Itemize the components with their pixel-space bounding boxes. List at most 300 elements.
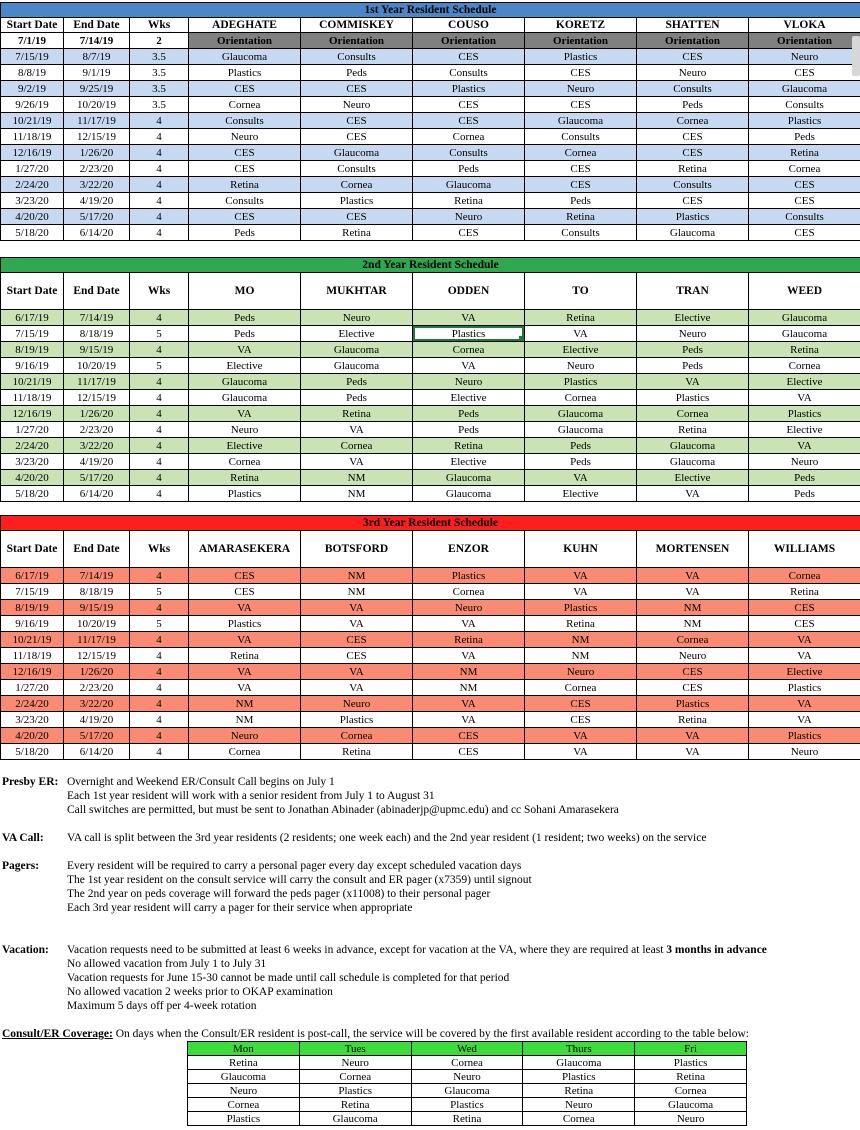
table-cell[interactable]: Peds [749, 486, 860, 502]
coverage-cell[interactable]: Retina [523, 1084, 635, 1098]
table-cell[interactable]: 1/27/20 [1, 422, 64, 438]
column-header[interactable]: ODDEN [413, 273, 525, 310]
table-cell[interactable]: NM [189, 696, 301, 712]
table-cell[interactable]: 7/14/19 [64, 310, 130, 326]
table-cell[interactable]: Retina [301, 225, 413, 241]
table-cell[interactable]: Neuro [413, 600, 525, 616]
table-cell[interactable]: Plastics [413, 81, 525, 97]
table-cell[interactable]: CES [413, 97, 525, 113]
table-cell[interactable]: Glaucoma [189, 374, 301, 390]
table-cell[interactable]: Glaucoma [749, 81, 860, 97]
table-cell[interactable]: CES [749, 616, 860, 632]
table-cell[interactable]: Peds [637, 97, 749, 113]
table-cell[interactable]: Retina [525, 616, 637, 632]
table-cell[interactable]: VA [189, 406, 301, 422]
table-cell[interactable]: Consults [525, 225, 637, 241]
table-cell[interactable]: CES [749, 225, 860, 241]
column-header[interactable]: TRAN [637, 273, 749, 310]
table-cell[interactable]: Neuro [749, 49, 860, 65]
table-cell[interactable]: 4 [130, 209, 189, 225]
table-cell[interactable]: 7/1/19 [1, 33, 64, 49]
table-cell[interactable]: CES [301, 632, 413, 648]
table-cell[interactable]: Peds [413, 422, 525, 438]
table-cell[interactable]: Glaucoma [525, 113, 637, 129]
table-cell[interactable]: Elective [301, 326, 413, 342]
table-cell[interactable]: Elective [749, 374, 860, 390]
table-cell[interactable]: VA [749, 696, 860, 712]
column-header[interactable]: WILLIAMS [749, 531, 860, 568]
table-cell[interactable]: 3.5 [130, 81, 189, 97]
table-cell[interactable]: 3/22/20 [64, 696, 130, 712]
coverage-cell[interactable]: Plastics [523, 1070, 635, 1084]
table-cell[interactable]: Elective [413, 454, 525, 470]
column-header[interactable]: Start Date [1, 273, 64, 310]
table-cell[interactable]: Cornea [637, 632, 749, 648]
table-cell[interactable]: 4 [130, 422, 189, 438]
table-cell[interactable]: 5/18/20 [1, 225, 64, 241]
table-cell[interactable]: VA [301, 664, 413, 680]
table-cell[interactable]: 10/20/19 [64, 616, 130, 632]
column-header[interactable]: BOTSFORD [301, 531, 413, 568]
table-cell[interactable]: Plastics [749, 113, 860, 129]
table-cell[interactable]: Peds [637, 342, 749, 358]
table-cell[interactable]: 9/15/19 [64, 342, 130, 358]
table-cell[interactable]: CES [749, 193, 860, 209]
table-cell[interactable]: Glaucoma [749, 326, 860, 342]
table-cell[interactable]: 5/17/20 [64, 209, 130, 225]
table-cell[interactable]: CES [525, 97, 637, 113]
table-cell[interactable]: Orientation [301, 33, 413, 49]
table-cell[interactable]: Plastics [637, 390, 749, 406]
table-cell[interactable]: CES [189, 584, 301, 600]
table-cell[interactable]: VA [301, 616, 413, 632]
table-cell[interactable]: Consults [749, 97, 860, 113]
table-cell[interactable]: VA [637, 584, 749, 600]
table-cell[interactable]: 4/20/20 [1, 728, 64, 744]
table-cell[interactable]: Neuro [413, 209, 525, 225]
table-cell[interactable]: CES [525, 696, 637, 712]
table-cell[interactable]: 12/16/19 [1, 145, 64, 161]
table-cell[interactable]: 4 [130, 568, 189, 584]
table-cell[interactable]: CES [637, 49, 749, 65]
table-cell[interactable]: Peds [301, 390, 413, 406]
coverage-cell[interactable]: Retina [411, 1112, 523, 1126]
table-cell[interactable]: VA [637, 744, 749, 760]
table-cell[interactable]: Neuro [525, 358, 637, 374]
table-cell[interactable]: 1/27/20 [1, 161, 64, 177]
table-cell[interactable]: 1/27/20 [1, 680, 64, 696]
table-cell[interactable]: Retina [749, 584, 860, 600]
table-cell[interactable]: VA [525, 326, 637, 342]
table-cell[interactable]: VA [637, 568, 749, 584]
coverage-cell[interactable]: Cornea [188, 1098, 300, 1112]
coverage-cell[interactable]: Glaucoma [188, 1070, 300, 1084]
table-cell[interactable]: 9/25/19 [64, 81, 130, 97]
table-cell[interactable]: Retina [189, 177, 301, 193]
table-cell[interactable]: Cornea [189, 97, 301, 113]
table-cell[interactable]: 10/20/19 [64, 97, 130, 113]
table-cell[interactable]: 7/15/19 [1, 326, 64, 342]
table-cell[interactable]: Neuro [637, 326, 749, 342]
table-cell[interactable]: 4 [130, 632, 189, 648]
table-cell[interactable]: 3/23/20 [1, 193, 64, 209]
table-cell[interactable]: Glaucoma [749, 310, 860, 326]
table-cell[interactable]: 4 [130, 374, 189, 390]
table-cell[interactable]: VA [525, 470, 637, 486]
table-cell[interactable]: Retina [301, 744, 413, 760]
fill-handle[interactable] [519, 336, 525, 342]
table-cell[interactable]: Plastics [749, 680, 860, 696]
table-cell[interactable]: 4 [130, 744, 189, 760]
table-cell[interactable]: VA [525, 568, 637, 584]
table-cell[interactable]: 4/19/20 [64, 454, 130, 470]
table-cell[interactable]: Glaucoma [413, 177, 525, 193]
table-cell[interactable]: VA [189, 664, 301, 680]
table-cell[interactable]: Peds [301, 65, 413, 81]
table-cell[interactable]: Consults [189, 193, 301, 209]
table-cell[interactable]: CES [525, 161, 637, 177]
table-cell[interactable]: Peds [749, 470, 860, 486]
table-cell[interactable]: NM [637, 600, 749, 616]
table-cell[interactable]: CES [749, 65, 860, 81]
coverage-day-header[interactable]: Thurs [523, 1042, 635, 1056]
table-cell[interactable]: 11/18/19 [1, 648, 64, 664]
table-cell[interactable]: Elective [189, 358, 301, 374]
table-cell[interactable]: Plastics [637, 209, 749, 225]
coverage-cell[interactable]: Neuro [188, 1084, 300, 1098]
table-cell[interactable]: Retina [637, 161, 749, 177]
table-cell[interactable]: CES [413, 225, 525, 241]
table-cell[interactable]: Orientation [637, 33, 749, 49]
table-cell[interactable]: 3/22/20 [64, 438, 130, 454]
table-cell[interactable]: 12/16/19 [1, 664, 64, 680]
table-cell[interactable]: Neuro [637, 65, 749, 81]
column-header[interactable]: COMMISKEY [301, 18, 413, 33]
table-cell[interactable]: Neuro [749, 744, 860, 760]
table-cell[interactable]: Consults [413, 145, 525, 161]
table-cell[interactable]: Neuro [301, 310, 413, 326]
table-cell[interactable]: Glaucoma [301, 342, 413, 358]
table-cell[interactable]: 11/18/19 [1, 129, 64, 145]
coverage-cell[interactable]: Glaucoma [299, 1112, 411, 1126]
column-header[interactable]: AMARASEKERA [189, 531, 301, 568]
table-cell[interactable]: Neuro [189, 129, 301, 145]
table-cell[interactable]: Glaucoma [637, 454, 749, 470]
table-cell[interactable]: 3.5 [130, 97, 189, 113]
column-header[interactable]: TO [525, 273, 637, 310]
table-cell[interactable]: 4 [130, 454, 189, 470]
table-cell[interactable]: Cornea [637, 113, 749, 129]
coverage-cell[interactable]: Neuro [523, 1098, 635, 1112]
table-cell[interactable]: Glaucoma [525, 422, 637, 438]
table-cell[interactable]: 5 [130, 584, 189, 600]
table-cell[interactable]: Plastics [749, 728, 860, 744]
table-cell[interactable]: 3/23/20 [1, 454, 64, 470]
coverage-cell[interactable]: Plastics [188, 1112, 300, 1126]
table-cell[interactable]: CES [189, 209, 301, 225]
table-cell[interactable]: Consults [637, 81, 749, 97]
scrollbar-handle[interactable] [852, 36, 860, 76]
table-cell[interactable]: 4 [130, 712, 189, 728]
table-cell[interactable]: 5 [130, 326, 189, 342]
table-cell[interactable]: Elective [637, 310, 749, 326]
table-cell[interactable]: Retina [749, 145, 860, 161]
table-cell[interactable]: VA [301, 600, 413, 616]
table-cell[interactable]: 6/17/19 [1, 568, 64, 584]
table-cell[interactable]: CES [301, 648, 413, 664]
coverage-cell[interactable]: Retina [635, 1070, 747, 1084]
table-cell[interactable]: Consults [189, 113, 301, 129]
table-cell[interactable]: 8/7/19 [64, 49, 130, 65]
table-cell[interactable]: Peds [189, 225, 301, 241]
table-cell[interactable]: VA [413, 648, 525, 664]
table-cell[interactable]: Cornea [525, 390, 637, 406]
table-cell[interactable]: 10/21/19 [1, 374, 64, 390]
table-cell[interactable]: VA [301, 454, 413, 470]
table-cell[interactable]: Retina [189, 648, 301, 664]
table-cell[interactable]: 2/23/20 [64, 680, 130, 696]
column-header[interactable]: KUHN [525, 531, 637, 568]
table-cell[interactable]: Consults [637, 177, 749, 193]
table-cell[interactable]: 12/15/19 [64, 648, 130, 664]
table-cell[interactable]: CES [749, 177, 860, 193]
table-cell[interactable]: VA [189, 600, 301, 616]
coverage-cell[interactable]: Cornea [523, 1112, 635, 1126]
table-cell[interactable]: Neuro [189, 422, 301, 438]
table-cell[interactable]: VA [749, 632, 860, 648]
table-cell[interactable]: VA [189, 342, 301, 358]
table-cell[interactable]: Consults [413, 65, 525, 81]
table-cell[interactable]: Plastics [525, 374, 637, 390]
table-cell[interactable]: 9/16/19 [1, 358, 64, 374]
table-cell[interactable]: 4 [130, 161, 189, 177]
table-cell[interactable]: Plastics [525, 600, 637, 616]
table-cell[interactable]: 5/17/20 [64, 728, 130, 744]
table-cell[interactable]: Glaucoma [301, 358, 413, 374]
table-cell[interactable]: CES [413, 49, 525, 65]
table-cell[interactable]: 6/17/19 [1, 310, 64, 326]
table-cell[interactable]: 3.5 [130, 65, 189, 81]
table-cell[interactable]: NM [301, 486, 413, 502]
coverage-cell[interactable]: Retina [188, 1056, 300, 1070]
table-cell[interactable]: VA [413, 616, 525, 632]
table-cell[interactable]: Plastics [637, 696, 749, 712]
table-cell[interactable]: CES [301, 129, 413, 145]
table-cell[interactable]: 8/19/19 [1, 342, 64, 358]
table-cell[interactable]: Peds [189, 310, 301, 326]
table-cell[interactable]: Glaucoma [525, 406, 637, 422]
table-cell[interactable]: 11/17/19 [64, 113, 130, 129]
table-cell[interactable]: VA [413, 696, 525, 712]
table-cell[interactable]: 5/18/20 [1, 744, 64, 760]
table-cell[interactable]: Cornea [189, 454, 301, 470]
table-cell[interactable]: CES [413, 744, 525, 760]
table-cell[interactable]: Peds [413, 406, 525, 422]
table-cell[interactable]: Orientation [189, 33, 301, 49]
table-cell[interactable]: NM [637, 616, 749, 632]
table-cell[interactable]: 4 [130, 696, 189, 712]
table-cell[interactable]: Neuro [749, 454, 860, 470]
table-cell[interactable]: 9/2/19 [1, 81, 64, 97]
table-cell[interactable]: 11/17/19 [64, 632, 130, 648]
table-cell[interactable]: CES [189, 145, 301, 161]
table-cell[interactable]: Glaucoma [637, 225, 749, 241]
table-cell[interactable]: 2 [130, 33, 189, 49]
table-cell[interactable]: Neuro [413, 374, 525, 390]
table-cell[interactable]: CES [637, 680, 749, 696]
column-header[interactable]: Wks [130, 531, 189, 568]
table-cell[interactable]: Elective [749, 664, 860, 680]
table-cell[interactable]: 3/22/20 [64, 177, 130, 193]
selected-cell[interactable]: Plastics [413, 326, 525, 342]
coverage-cell[interactable]: Plastics [411, 1098, 523, 1112]
table-cell[interactable]: 1/26/20 [64, 145, 130, 161]
column-header[interactable]: MUKHTAR [301, 273, 413, 310]
table-cell[interactable]: 4/19/20 [64, 712, 130, 728]
table-cell[interactable]: Glaucoma [301, 145, 413, 161]
table-cell[interactable]: 4 [130, 680, 189, 696]
table-cell[interactable]: Retina [637, 422, 749, 438]
table-cell[interactable]: 6/14/20 [64, 225, 130, 241]
coverage-cell[interactable]: Plastics [299, 1084, 411, 1098]
table-cell[interactable]: Retina [413, 438, 525, 454]
column-header[interactable]: Wks [130, 18, 189, 33]
table-cell[interactable]: VA [637, 728, 749, 744]
table-cell[interactable]: VA [525, 728, 637, 744]
table-cell[interactable]: Consults [525, 129, 637, 145]
table-cell[interactable]: Orientation [525, 33, 637, 49]
table-cell[interactable]: 6/14/20 [64, 744, 130, 760]
table-cell[interactable]: Plastics [525, 49, 637, 65]
table-cell[interactable]: Glaucoma [637, 438, 749, 454]
table-cell[interactable]: 3.5 [130, 49, 189, 65]
table-cell[interactable]: 4 [130, 486, 189, 502]
coverage-cell[interactable]: Neuro [411, 1070, 523, 1084]
table-cell[interactable]: VA [189, 632, 301, 648]
table-cell[interactable]: Peds [525, 193, 637, 209]
table-cell[interactable]: 4/20/20 [1, 470, 64, 486]
table-cell[interactable]: 4/20/20 [1, 209, 64, 225]
table-cell[interactable]: 8/19/19 [1, 600, 64, 616]
table-cell[interactable]: 12/15/19 [64, 129, 130, 145]
coverage-cell[interactable]: Neuro [299, 1056, 411, 1070]
table-cell[interactable]: Cornea [749, 568, 860, 584]
table-cell[interactable]: CES [189, 81, 301, 97]
table-cell[interactable]: Plastics [301, 193, 413, 209]
table-cell[interactable]: 10/21/19 [1, 113, 64, 129]
table-cell[interactable]: Glaucoma [189, 49, 301, 65]
table-cell[interactable]: CES [525, 177, 637, 193]
table-cell[interactable]: 8/18/19 [64, 326, 130, 342]
table-cell[interactable]: NM [525, 632, 637, 648]
table-cell[interactable]: Cornea [301, 728, 413, 744]
table-cell[interactable]: CES [525, 712, 637, 728]
column-header[interactable]: End Date [64, 531, 130, 568]
table-cell[interactable]: Cornea [413, 129, 525, 145]
table-cell[interactable]: Cornea [301, 438, 413, 454]
table-cell[interactable]: VA [749, 648, 860, 664]
table-cell[interactable]: CES [413, 728, 525, 744]
table-cell[interactable]: Peds [525, 438, 637, 454]
table-cell[interactable]: Elective [413, 390, 525, 406]
table-cell[interactable]: NM [189, 712, 301, 728]
table-cell[interactable]: NM [301, 584, 413, 600]
table-cell[interactable]: CES [637, 145, 749, 161]
table-cell[interactable]: 7/14/19 [64, 33, 130, 49]
table-cell[interactable]: Peds [637, 358, 749, 374]
table-cell[interactable]: 10/20/19 [64, 358, 130, 374]
table-cell[interactable]: VA [301, 422, 413, 438]
table-cell[interactable]: VA [637, 374, 749, 390]
table-cell[interactable]: 5/17/20 [64, 470, 130, 486]
table-cell[interactable]: Consults [301, 49, 413, 65]
table-cell[interactable]: VA [301, 680, 413, 696]
column-header[interactable]: MORTENSEN [637, 531, 749, 568]
table-cell[interactable]: VA [637, 486, 749, 502]
table-cell[interactable]: Plastics [189, 616, 301, 632]
table-cell[interactable]: Peds [413, 161, 525, 177]
table-cell[interactable]: NM [301, 568, 413, 584]
column-header[interactable]: Start Date [1, 18, 64, 33]
table-cell[interactable]: Plastics [189, 486, 301, 502]
table-cell[interactable]: NM [413, 664, 525, 680]
table-cell[interactable]: Cornea [189, 744, 301, 760]
column-header[interactable]: ENZOR [413, 531, 525, 568]
column-header[interactable]: ADEGHATE [189, 18, 301, 33]
column-header[interactable]: VLOKA [749, 18, 860, 33]
coverage-day-header[interactable]: Tues [299, 1042, 411, 1056]
table-cell[interactable]: 4 [130, 193, 189, 209]
table-cell[interactable]: CES [301, 113, 413, 129]
table-cell[interactable]: 9/1/19 [64, 65, 130, 81]
table-cell[interactable]: CES [749, 600, 860, 616]
table-cell[interactable]: Elective [749, 422, 860, 438]
coverage-cell[interactable]: Cornea [411, 1056, 523, 1070]
table-cell[interactable]: 4 [130, 470, 189, 486]
table-cell[interactable]: 8/8/19 [1, 65, 64, 81]
table-cell[interactable]: Neuro [525, 81, 637, 97]
table-cell[interactable]: 11/17/19 [64, 374, 130, 390]
table-cell[interactable]: 11/18/19 [1, 390, 64, 406]
table-cell[interactable]: 4/19/20 [64, 193, 130, 209]
table-cell[interactable]: 4 [130, 129, 189, 145]
table-cell[interactable]: VA [413, 712, 525, 728]
table-cell[interactable]: CES [413, 113, 525, 129]
column-header[interactable]: Wks [130, 273, 189, 310]
column-header[interactable]: Start Date [1, 531, 64, 568]
table-cell[interactable]: Cornea [749, 161, 860, 177]
table-cell[interactable]: Glaucoma [189, 390, 301, 406]
table-cell[interactable]: 2/24/20 [1, 696, 64, 712]
table-cell[interactable]: 12/16/19 [1, 406, 64, 422]
table-cell[interactable]: Plastics [749, 406, 860, 422]
table-cell[interactable]: 7/14/19 [64, 568, 130, 584]
table-cell[interactable]: CES [301, 209, 413, 225]
table-cell[interactable]: CES [637, 129, 749, 145]
column-header[interactable]: KORETZ [525, 18, 637, 33]
table-cell[interactable]: Plastics [301, 712, 413, 728]
table-cell[interactable]: 4 [130, 177, 189, 193]
table-cell[interactable]: 5 [130, 616, 189, 632]
table-cell[interactable]: VA [189, 680, 301, 696]
table-cell[interactable]: NM [301, 470, 413, 486]
table-cell[interactable]: CES [525, 65, 637, 81]
table-cell[interactable]: VA [525, 744, 637, 760]
table-cell[interactable]: Cornea [525, 145, 637, 161]
table-cell[interactable]: 5 [130, 358, 189, 374]
table-cell[interactable]: NM [525, 648, 637, 664]
coverage-cell[interactable]: Neuro [635, 1112, 747, 1126]
